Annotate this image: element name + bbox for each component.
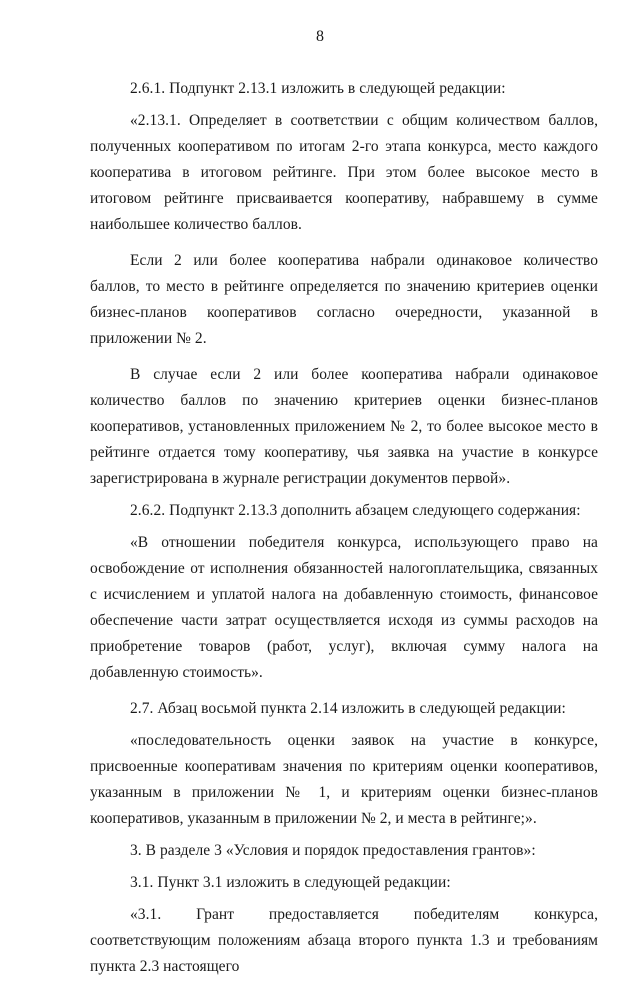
paragraph-3-1: 3.1. Пункт 3.1 изложить в следующей редакции: — [130, 874, 451, 891]
paragraph-3-1-text: «3.1. Грант предоставляется победителям конкурса, соответствующим положениям абзаца второго пункта 1.3 и требованиям пункта 2.3 настоящего — [90, 906, 598, 975]
paragraph-2-13-1-text: «2.13.1. Определяет в соответствии с общим количеством баллов, полученных кооперативом по итогам 2-го этапа конкурса, место каждого кооператива в итоговом рейтинге. При этом более высокое место в итоговом рейтинге присваивается кооперативу, набравшему в сумме наибольшее количество баллов. — [90, 112, 598, 233]
paragraph-2-6-2: 2.6.2. Подпункт 2.13.3 дополнить абзацем следующего содержания: — [130, 502, 581, 519]
page-number: 8 — [316, 28, 324, 45]
paragraph-2-6-1: 2.6.1. Подпункт 2.13.1 изложить в следующей редакции: — [130, 80, 506, 97]
paragraph-2-7: 2.7. Абзац восьмой пункта 2.14 изложить в следующей редакции: — [130, 700, 566, 717]
paragraph-equal-score: Если 2 или более кооператива набрали одинаковое количество баллов, то место в рейтинге определяется по значению критериев оценки бизнес-планов кооперативов согласно очередности, указанной в приложении № 2. — [90, 252, 598, 347]
paragraph-evaluation-sequence: «последовательность оценки заявок на участие в конкурсе, присвоенные кооперативам значения по критериям оценки кооперативов, указанным в приложении № 1, и критериям оценки бизнес-планов кооперативов, указанным в приложении № 2, и места в рейтинге;». — [90, 732, 598, 827]
paragraph-vat-exemption: «В отношении победителя конкурса, использующего право на освобождение от исполнения обязанностей налогоплательщика, связанных с исчислением и уплатой налога на добавленную стоимость, финансовое обеспечение части затрат осуществляется исходя из суммы расходов на приобретение товаров (работ, услуг), включая сумму налога на добавленную стоимость». — [90, 534, 598, 681]
document-body — [90, 76, 598, 990]
paragraph-tie-break: В случае если 2 или более кооператива набрали одинаковое количество баллов по значению критериев оценки бизнес-планов кооперативов, установленных приложением № 2, то более высокое место в рейтинге отдается тому кооперативу, чья заявка на участие в конкурсе зарегистрирована в журнале регистрации документов первой». — [90, 366, 598, 487]
paragraph-section-3: 3. В разделе 3 «Условия и порядок предоставления грантов»: — [130, 842, 536, 859]
